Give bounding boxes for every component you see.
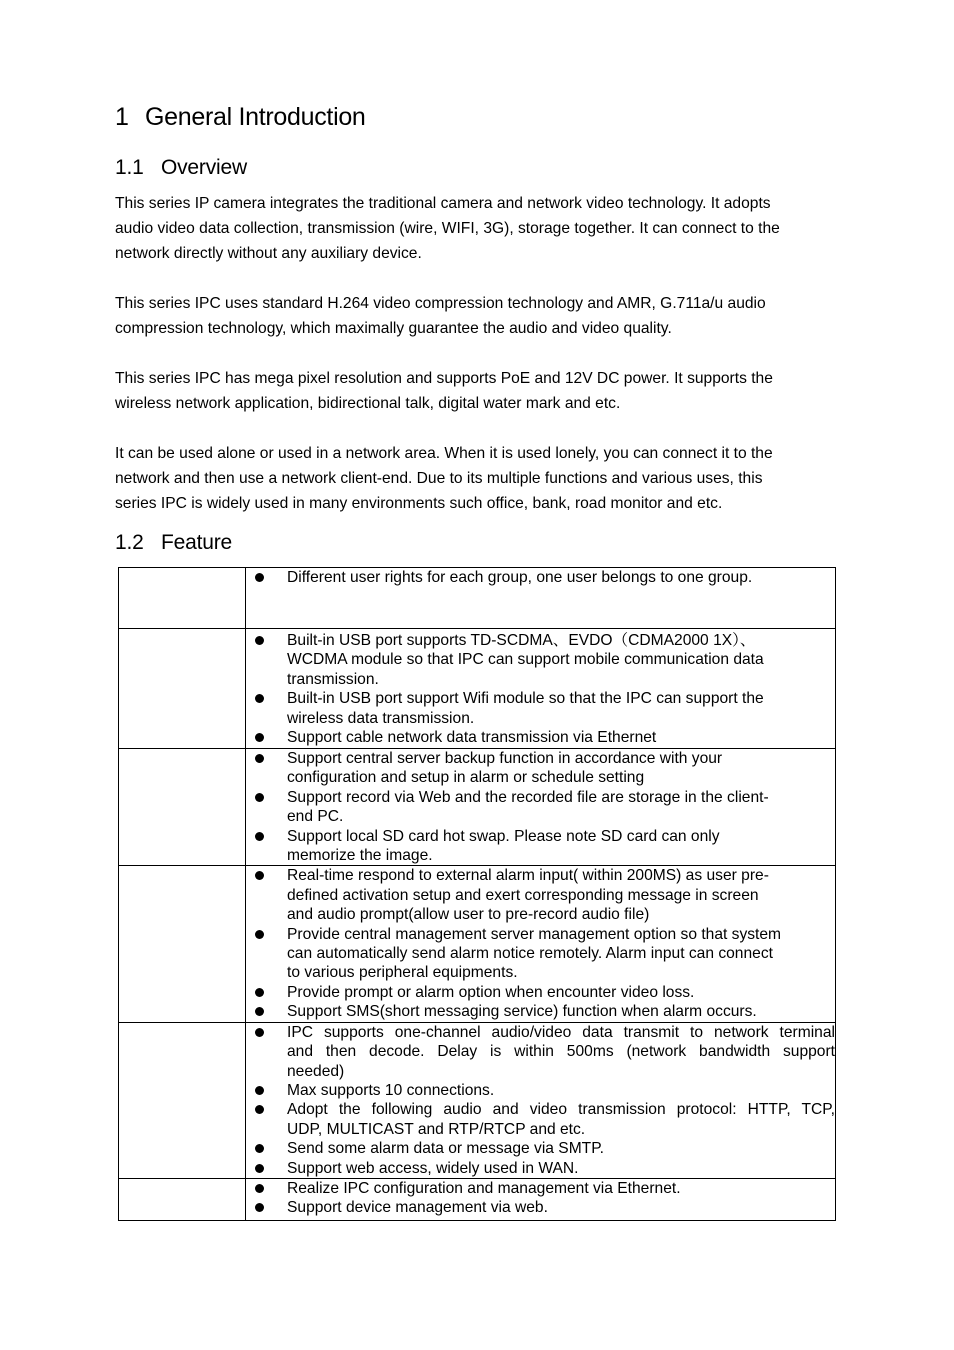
bullet-icon [255,1203,264,1212]
bullet-text-line: Built-in USB port support Wifi module so that the IPC can support the [287,690,764,708]
bullet-text-line: memorize the image. [287,847,433,865]
bullet-text-line: Support web access, widely used in WAN. [287,1159,579,1177]
bullet-text-line: can automatically send alarm notice remotely. Alarm input can connect [287,945,773,963]
bullet-text-line: Provide central management server management option so that system [287,925,782,943]
feature-category-cell [119,866,246,1022]
bullet-icon [255,1028,264,1037]
bullet-icon [255,1086,264,1095]
bullet-icon [255,1144,264,1153]
bullet-item [246,689,835,728]
feature-list-cell [246,1178,836,1220]
bullet-item [246,1198,835,1217]
feature-category-cell [119,749,246,866]
paragraph-line: This series IPC has mega pixel resolution and supports PoE and 12V DC power. It supports the [115,370,773,387]
feature-row [119,1178,836,1220]
feature-category-cell [119,1178,246,1220]
bullet-item [246,866,835,924]
feature-row [119,1022,836,1178]
bullet-text-line: Provide prompt or alarm option when encounter video loss. [287,983,695,1001]
bullet-icon [255,930,264,939]
bullet-text-line: Support SMS(short messaging service) function when alarm occurs. [287,1003,757,1021]
bullet-item [246,925,835,983]
bullet-icon [255,793,264,802]
bullet-item [246,1159,835,1178]
bullet-item [246,827,835,866]
bullet-list [246,866,835,1021]
bullet-item [246,1023,835,1081]
feature-list-cell [246,866,836,1022]
bullet-text-line: Different user rights for each group, one user belongs to one group. [287,569,753,586]
bullet-text-line: Realize IPC configuration and management via Ethernet. [287,1179,681,1197]
paragraph [115,191,845,266]
bullet-item [246,1139,835,1158]
bullet-text-line: Send some alarm data or message via SMTP. [287,1140,604,1158]
bullet-icon [255,636,264,645]
bullet-icon [255,1105,264,1114]
bullet-icon [255,1184,264,1193]
bullet-item [246,568,835,587]
bullet-item [246,1081,835,1100]
bullet-icon [255,754,264,763]
bullet-item [246,1002,835,1021]
bullet-text-line: Real-time respond to external alarm input( within 200MS) as user pre- [287,867,769,885]
section-heading-overview [115,156,247,180]
bullet-text-line: and audio prompt(allow user to pre-record audio file) [287,906,650,924]
bullet-text-line: Built-in USB port supports TD-SCDMA、EVDO（CDMA2000 1X）、 [287,632,756,649]
bullet-text-line: transmission. [287,670,379,688]
paragraph [115,366,845,416]
bullet-text-line: defined activation setup and exert corresponding message in screen [287,886,759,904]
feature-row [119,568,836,629]
bullet-text-line: UDP, MULTICAST and RTP/RTCP and etc. [287,1120,586,1138]
bullet-text-line: Support cable network data transmission via Ethernet [287,729,657,747]
bullet-icon [255,733,264,742]
bullet-icon [255,694,264,703]
bullet-text-line: Max supports 10 connections. [287,1081,495,1099]
bullet-icon [255,1007,264,1016]
paragraph-line: compression technology, which maximally guarantee the audio and video quality. [115,320,672,337]
paragraph-line: This series IPC uses standard H.264 video compression technology and AMR, G.711a/u audio [115,295,766,312]
bullet-item [246,749,835,788]
bullet-text-line: Support local SD card hot swap. Please note SD card can only [287,827,720,845]
section-title: Feature [161,531,232,554]
paragraph-line: It can be used alone or used in a network area. When it is used lonely, you can connect it to the [115,445,773,462]
feature-category-cell [119,629,246,749]
bullet-text-line: wireless data transmission. [287,709,475,727]
feature-row [119,866,836,1022]
bullet-text-line: to various peripheral equipments. [287,964,518,982]
feature-table [118,567,836,1221]
section-number: 1.1 [115,156,144,179]
chapter-title: General Introduction [145,103,366,131]
bullet-list [246,1179,835,1218]
feature-list-cell [246,749,836,866]
bullet-list [246,631,835,747]
bullet-text-line: and then decode. Delay is within 500ms (network bandwidth support [287,1043,835,1061]
paragraph-line: network and then use a network client-end. Due to its multiple functions and various uses, this [115,470,763,487]
bullet-text-line: Support device management via web. [287,1199,548,1217]
bullet-item [246,788,835,827]
paragraph-line: audio video data collection, transmission (wire, WIFI, 3G), storage together. It can connect to the [115,220,780,237]
bullet-item [246,1179,835,1198]
bullet-list [246,568,835,587]
bullet-icon [255,832,264,841]
bullet-text-line: Support record via Web and the recorded file are storage in the client- [287,788,769,806]
paragraph [115,441,845,516]
bullet-list [246,1023,835,1178]
bullet-item [246,728,835,747]
feature-list-cell [246,629,836,749]
bullet-text-line: Support central server backup function in accordance with your [287,750,723,767]
bullet-item [246,631,835,689]
bullet-text-line: IPC supports one-channel audio/video data transmit to network terminal [287,1023,835,1041]
feature-list-cell [246,568,836,629]
bullet-item [246,983,835,1002]
bullet-text-line: end PC. [287,808,344,826]
bullet-text-line: needed) [287,1062,345,1080]
paragraph-line: wireless network application, bidirectional talk, digital water mark and etc. [115,395,621,412]
paragraph-line: network directly without any auxiliary device. [115,245,422,262]
bullet-item [246,1100,835,1139]
bullet-icon [255,573,264,582]
bullet-text-line: WCDMA module so that IPC can support mobile communication data [287,651,764,669]
bullet-icon [255,988,264,997]
bullet-text-line: Adopt the following audio and video transmission protocol: HTTP, TCP, [287,1101,835,1119]
paragraph-line: series IPC is widely used in many environments such office, bank, road monitor and etc. [115,495,723,512]
feature-row [119,629,836,749]
section-heading-feature [115,531,232,555]
paragraph-line: This series IP camera integrates the traditional camera and network video technology. It adopts [115,195,771,212]
chapter-number: 1 [115,103,129,131]
bullet-icon [255,1164,264,1173]
chapter-heading [115,103,366,132]
feature-row [119,749,836,866]
bullet-text-line: configuration and setup in alarm or schedule setting [287,769,645,787]
bullet-list [246,749,835,865]
section-number: 1.2 [115,531,144,554]
bullet-icon [255,871,264,880]
section-title: Overview [161,156,247,179]
paragraph [115,291,845,341]
feature-category-cell [119,1022,246,1178]
feature-list-cell [246,1022,836,1178]
feature-category-cell [119,568,246,629]
